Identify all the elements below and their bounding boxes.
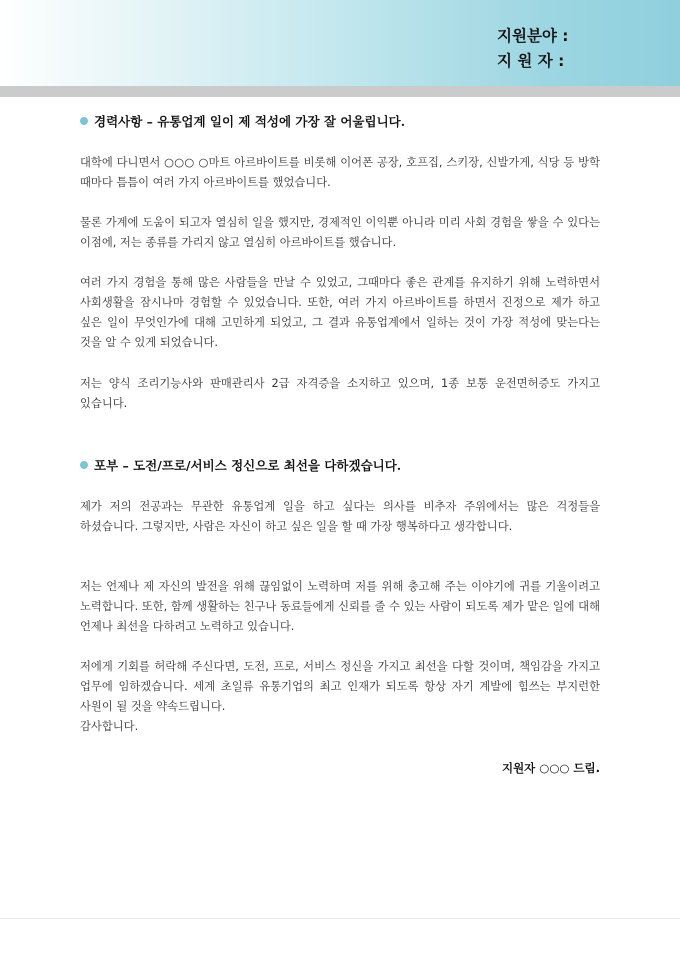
footer-divider — [0, 918, 680, 919]
ambition-section — [80, 456, 600, 474]
paragraph: 저는 양식 조리기능사와 판매관리사 2급 자격증을 소지하고 있으며, 1종 보통 운전면허증도 가지고 있습니다. — [80, 377, 600, 410]
field-label: 지원분야 : — [497, 27, 569, 45]
paragraph: 대학에 다니면서 ○○○ ○마트 아르바이트를 비롯해 이어폰 공장, 호프집, 스키장, 신발가게, 식당 등 방학 때마다 틈틈이 여러 가지 아르바이트를 했었습니다. — [80, 156, 600, 189]
paragraph: 여러 가지 경험을 통해 많은 사람들을 만날 수 있었고, 그때마다 좋은 관계를 유지하기 위해 노력하면서 사회생활을 잠시나마 경험할 수 있었습니다. 또한, 여러 가지 아르바이트를 하면서 진정으로 제가 하고 싶은 일이 무엇인가에 대해 고민하게 되었고, 그 결과 유통업계에서 일하는 것이 가장 적성에 맞는다는 것을 알 수 있게 되었습니다. — [80, 276, 600, 349]
header-divider — [0, 86, 680, 97]
section-heading — [80, 112, 600, 130]
header-band — [0, 0, 680, 86]
section-heading — [80, 456, 600, 474]
bullet-icon — [80, 117, 88, 125]
section-title: 경력사항 – 유통업계 일이 제 적성에 가장 잘 어울립니다. — [94, 114, 406, 129]
paragraph: 저에게 기회를 허락해 주신다면, 도전, 프로, 서비스 정신을 가지고 최선을 다할 것이며, 책임감을 가지고 업무에 임하겠습니다. 세계 초일류 유통기업의 최고 인재가 되도록 항상 자기 계발에 힘쓰는 부지런한 사원이 될 것을 약속드립니다. — [80, 660, 600, 713]
bullet-icon — [80, 461, 88, 469]
career-section — [80, 112, 600, 130]
paragraph: 제가 저의 전공과는 무관한 유통업계 일을 하고 싶다는 의사를 비추자 주위에서는 많은 걱정들을 하셨습니다. 그렇지만, 사람은 자신이 하고 싶은 일을 할 때 가장 행복하다고 생각합니다. — [80, 500, 600, 533]
section-title: 포부 – 도전/프로/서비스 정신으로 최선을 다하겠습니다. — [94, 458, 402, 473]
paragraph: 저는 언제나 제 자신의 발전을 위해 끊임없이 노력하며 저를 위해 충고해 주는 이야기에 귀를 기울이려고 노력합니다. 또한, 함께 생활하는 친구나 동료들에게 신뢰를 줄 수 있는 사람이 되도록 제가 맡은 일에 대해 언제나 최선을 다하려고 노력하고 있습니다. — [80, 580, 600, 633]
header-fields — [497, 24, 569, 74]
paragraph: 물론 가계에 도움이 되고자 열심히 일을 했지만, 경제적인 이익뿐 아니라 미리 사회 경험을 쌓을 수 있다는 이점에, 저는 종류를 가리지 않고 열심히 아르바이트를 했습니다. — [80, 216, 600, 249]
signature: 지원자 ○○○ 드림. — [501, 761, 600, 775]
paragraph: 감사합니다. — [80, 720, 139, 733]
applicant-label: 지 원 자 : — [497, 52, 565, 70]
